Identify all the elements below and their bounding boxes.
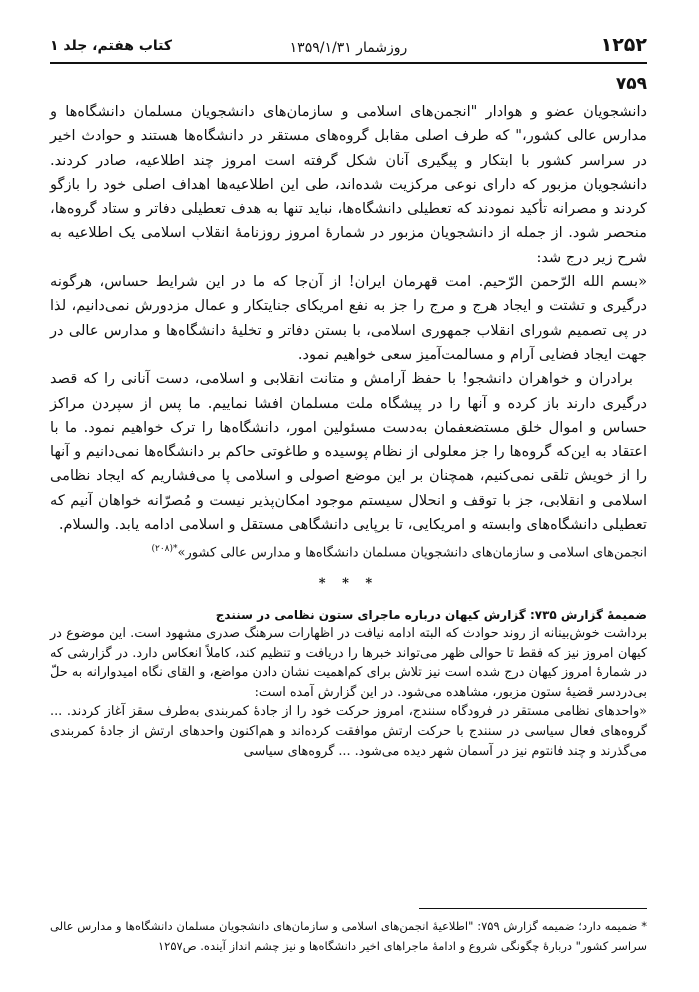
- supplement-title: ضمیمهٔ گزارش ۷۳۵: گزارش کیهان درباره ماجرای ستون نظامی در سنندج: [215, 607, 647, 622]
- quote-paragraph-2: برادران و خواهران دانشجو! با حفظ آرامش و متانت انقلابی و اسلامی، دست آنانی را که قصد درگیری دارند باز کرده و آنها را در پیشگاه ملت مسلمان افشا نماییم. ما پس از سپردن مراکز حساس و اموال خلق مستضعفمان به‌دست مسئولین امور، دانشگاه‌ها را ترک خواهیم نمود. ما با اعتقاد به این‌که گروه‌ها را جز معلولی از نظام پوسیده و طاغوتی حاکم بر دانشگاه‌ها نمی‌دانیم و آنها را از خویش تلقی نمی‌کنیم، همچنان بر این موضع اصولی و اسلامی پا می‌فشاریم که ایجاد نظامی اسلامی و انقلابی، جز با توقف و انحلال سیستم موجود امکان‌پذیر نیست و مُصرّانه خواهان آنیم که تعطیلی دانشگاه‌های وابسته و امریکایی، تا برپایی دانشگاهی مستقل و اسلامی ادامه یابد. والسلام.: [50, 370, 647, 534]
- quote-paragraph-1: «بسم الله الرّحمن الرّحیم. امت قهرمان ایران! از آن‌جا که ما در این شرایط حساس، هرگونه درگیری و تشتت و ایجاد هرج و مرج را جز به نفع امریکای جنایتکار و عمال مزدورش نمی‌دانیم، لذا در پی تصمیم شورای انقلاب جمهوری اسلامی، با بستن دفاتر و تخلیهٔ دانشگاه‌ها و مدارس عالی در جهت ایجاد فضایی آرام و مسالمت‌آمیز سعی خواهیم نمود.: [50, 273, 647, 363]
- main-body: [50, 100, 647, 761]
- running-header: [50, 28, 647, 62]
- diary-date: روزشمار ۱۳۵۹/۱/۳۱: [289, 40, 408, 56]
- document-number: ۷۵۹: [615, 74, 647, 94]
- book-title: کتاب هفتم، جلد ۱: [50, 38, 173, 54]
- intro-paragraph: دانشجویان عضو و هوادار "انجمن‌های اسلامی و سازمان‌های دانشجویان مسلمان دانشگاه‌ها و مدارس عالی کشور،" که طرف اصلی مقابل گروه‌های مستقر در دانشگاه‌ها هستند و حوادث اخیر در سراسر کشور با ابتکار و پیگیری آنان شکل گرفته است امروز چند اطلاعیه، صادر کردند. دانشجویان مزبور که دارای نوعی مرکزیت شده‌اند، طی این اطلاعیه‌ها اهداف اصلی خود را بازگو کردند و مصرانه تأکید نمودند که تعطیلی دانشگاه‌ها، نباید تنها به هدف تعطیلی دفاتر و ستاد گروه‌ها، منحصر شود. از جمله از دانشجویان مزبور در شمارهٔ امروز روزنامهٔ انقلاب اسلامی یک اطلاعیه به شرح زیر درج شد:: [50, 103, 647, 266]
- signature: [50, 539, 647, 563]
- header-rule: [50, 62, 647, 64]
- supplement-paragraph-2: «واحدهای نظامی مستقر در فرودگاه سنندج، امروز حرکت خود را از جادهٔ کمربندی به‌طرف سقز آغاز کردند. ... گروه‌های فعال سیاسی در سنندج با حرکت ارتش موافقت کرده‌اند و هم‌اکنون واحدهای ارتش از جادهٔ کمربندی می‌گذرند و چند فانتوم نیز در آسمان شهر دیده می‌شود. ... گروه‌های سیاسی: [50, 704, 647, 759]
- footnote-rule: [419, 908, 647, 909]
- supplement-paragraph-1: برداشت خوش‌بینانه از روند حوادث که البته ادامه نیافت در اظهارات سرهنگ صدری مشهود است. این موضوع در کیهان امروز نیز که فقط تا حوالی ظهر می‌تواند خبرها را دریافت و تنظیم کند، کاملاً انعکاس دارد. در گزارشی که در شمارهٔ امروز کیهان درج شده است نیز تلاش برای کم‌اهمیت نشان دادن مواضع، و القای نگاه امیدوارانه به حلّ بی‌دردسر قضیهٔ ستون مزبور، مشاهده می‌شود. در این گزارش آمده است:: [50, 625, 647, 700]
- section-separator: * * *: [318, 575, 379, 591]
- signature-text: انجمن‌های اسلامی و سازمان‌های دانشجویان مسلمان دانشگاه‌ها و مدارس عالی کشور»: [177, 545, 647, 561]
- footnote-text: * ضمیمه دارد؛ ضمیمه گزارش ۷۵۹: "اطلاعیهٔ انجمن‌های اسلامی و سازمان‌های دانشجویان مسلمان دانشگاه‌ها و مدارس عالی سراسر کشور" دربارهٔ چگونگی شروع و ادامهٔ ماجراهای اخیر دانشگاه‌ها و نیز چشم انداز آینده. ص۱۲۵۷: [50, 919, 647, 953]
- footnote: [50, 916, 647, 956]
- page-number: ۱۲۵۲: [600, 34, 647, 56]
- signature-reference: *(۲۰۸): [151, 544, 178, 555]
